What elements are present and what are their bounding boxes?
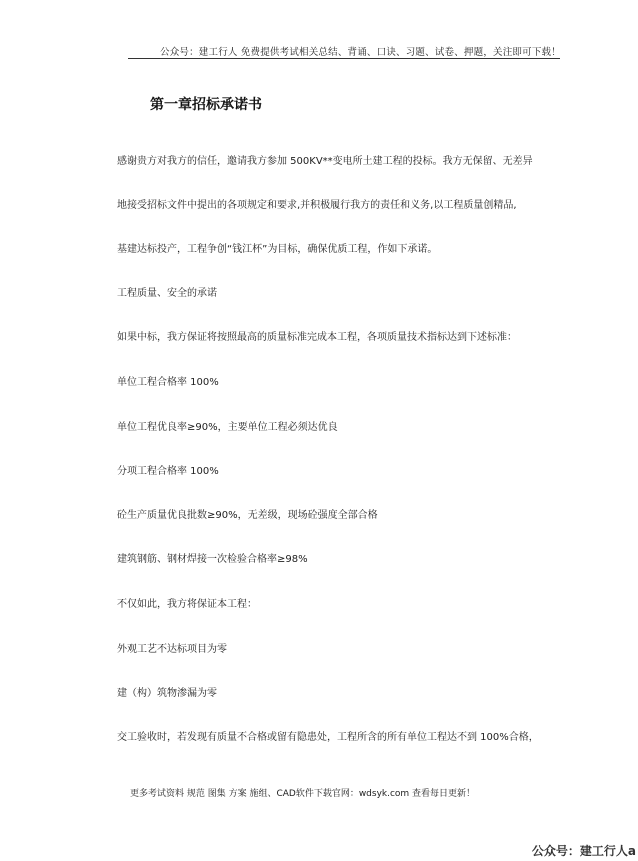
watermark: 公众号：建工行人a	[531, 844, 636, 858]
section-heading: 工程质量、安全的承诺	[117, 288, 217, 299]
list-item: 建（构）筑物渗漏为零	[117, 688, 217, 699]
list-item: 砼生产质量优良批数≥90%，无差级，现场砼强度全部合格	[117, 510, 378, 521]
header-text: 公众号：建工行人 免费提供考试相关总结、背诵、口诀、习题、试卷、押题，关注即可下载！	[160, 47, 561, 58]
paragraph-line: 如果中标，我方保证将按照最高的质量标准完成本工程，各项质量技术指标达到下述标准：	[117, 332, 517, 343]
paragraph-line: 不仅如此，我方将保证本工程：	[117, 599, 257, 610]
list-item: 单位工程优良率≥90%，主要单位工程必须达优良	[117, 422, 338, 433]
list-item: 外观工艺不达标项目为零	[117, 644, 227, 655]
paragraph-line: 地接受招标文件中提出的各项规定和要求,并积极履行我方的责任和义务,以工程质量创精品,	[117, 200, 517, 211]
paragraph-line: 交工验收时，若发现有质量不合格或留有隐患处，工程所含的所有单位工程达不到 100%合格，	[117, 732, 539, 743]
paragraph-line: 基建达标投产，工程争创“钱江杯”为目标，确保优质工程，作如下承诺。	[117, 244, 438, 255]
list-item: 建筑钢筋、钢材焊接一次检验合格率≥98%	[117, 554, 308, 565]
list-item: 单位工程合格率 100%	[117, 377, 219, 388]
header-divider	[128, 58, 560, 59]
footer-text: 更多考试资料 规范 图集 方案 施组、CAD软件下载官网：wdsyk.com 查看每日更新！	[130, 789, 476, 799]
chapter-title: 第一章招标承诺书	[150, 97, 262, 113]
paragraph-line: 感谢贵方对我方的信任，邀请我方参加 500KV**变电所土建工程的投标。我方无保留、无差异	[117, 156, 533, 167]
list-item: 分项工程合格率 100%	[117, 466, 219, 477]
